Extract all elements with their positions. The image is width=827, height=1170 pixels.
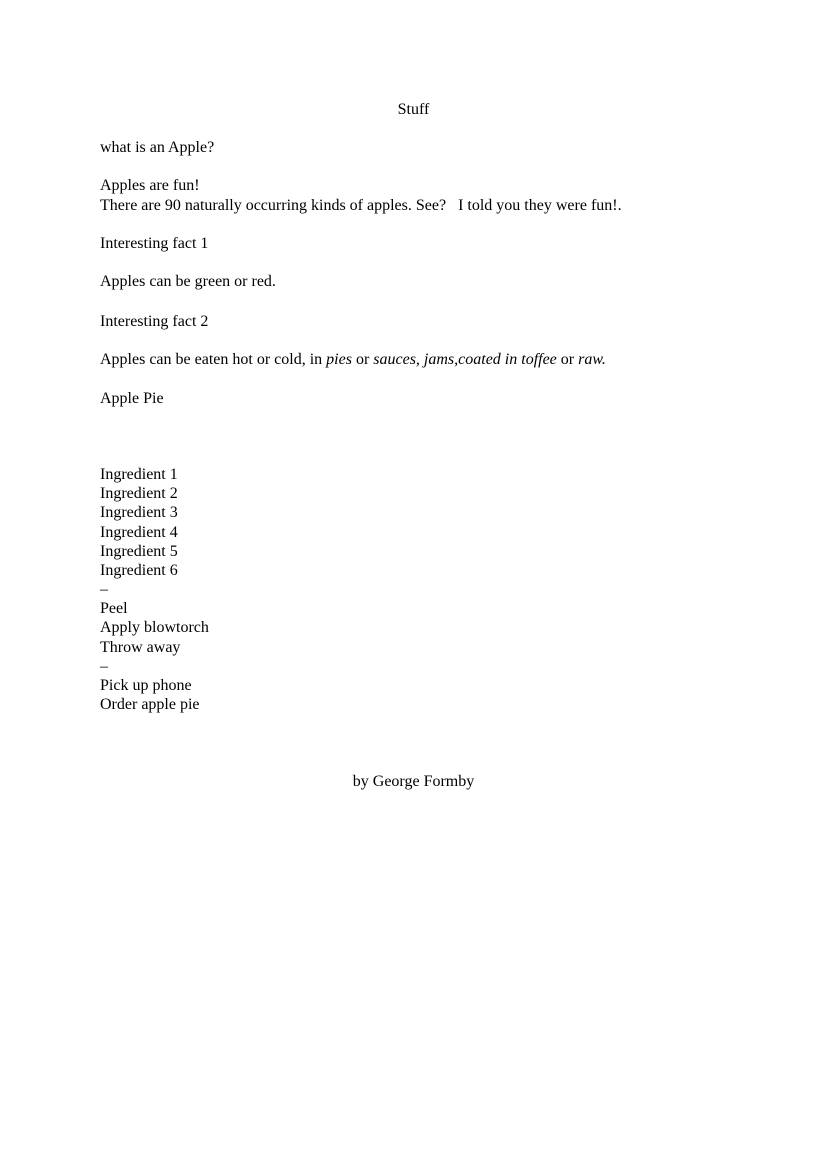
question-heading: what is an Apple?	[100, 139, 215, 156]
ingredient-item: Ingredient 2	[100, 485, 178, 502]
fact-2-text	[100, 350, 606, 369]
separator-dash: –	[100, 581, 108, 598]
byline: by George Formby	[352, 773, 475, 790]
ingredient-item: Ingredient 3	[100, 504, 178, 521]
intro-line-2: There are 90 naturally occurring kinds of apples. See? I told you they were fun!.	[100, 197, 622, 214]
ingredient-item: Ingredient 1	[100, 466, 178, 483]
fact-2-text-part: or	[351, 351, 374, 368]
ingredient-item: Ingredient 6	[100, 562, 178, 579]
recipe-heading: Apple Pie	[100, 390, 164, 407]
fact-2-italic-raw: raw.	[578, 351, 606, 368]
fact-1-text: Apples can be green or red.	[100, 273, 276, 290]
ingredient-item: Ingredient 5	[100, 543, 178, 560]
step-item: Apply blowtorch	[100, 619, 209, 636]
ingredient-item: Ingredient 4	[100, 524, 178, 541]
fact-2-heading: Interesting fact 2	[100, 313, 209, 330]
fact-2-italic-sauces: sauces, jams,coated in toffee	[373, 351, 557, 368]
step-item: Throw away	[100, 639, 181, 656]
fact-1-heading: Interesting fact 1	[100, 235, 209, 252]
step-item: Peel	[100, 600, 128, 617]
separator-dash: –	[100, 658, 108, 675]
alternative-step-item: Order apple pie	[100, 696, 200, 713]
fact-2-text-part: or	[556, 351, 579, 368]
intro-line-1: Apples are fun!	[100, 177, 200, 194]
alternative-step-item: Pick up phone	[100, 677, 192, 694]
fact-2-italic-pies: pies	[326, 351, 352, 368]
fact-2-text-part: Apples can be eaten hot or cold, in	[100, 351, 327, 368]
document-title: Stuff	[397, 101, 430, 118]
